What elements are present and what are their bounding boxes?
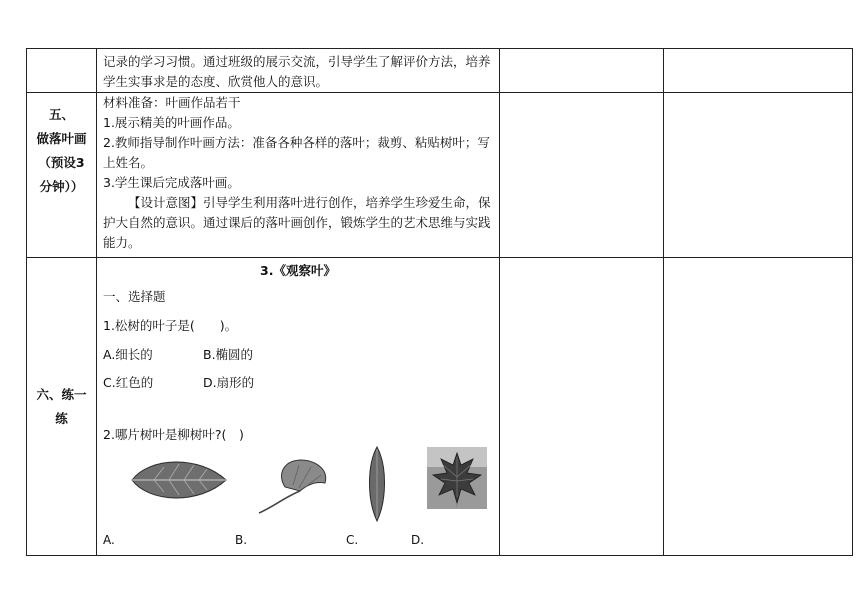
table-row <box>27 258 853 556</box>
body-paragraph: 记录的学习习惯。通过班级的展示交流，引导学生了解评价方法，培养学生实事求是的态度、欣赏他人的意识。 <box>103 54 491 89</box>
leaf-label-d: D. <box>411 533 425 547</box>
empty-cell <box>664 258 853 556</box>
options-row <box>97 373 499 393</box>
empty-cell <box>500 93 664 258</box>
materials-line: 材料准备：叶画作品若干 <box>103 95 241 110</box>
step-line: 1.展示精美的叶画作品。 <box>103 115 240 130</box>
leaf-label-b: B. <box>235 533 248 547</box>
content-cell <box>97 49 500 93</box>
options-row <box>97 345 499 365</box>
empty-cell <box>664 93 853 258</box>
design-intent: 【设计意图】引导学生利用落叶进行创作，培养学生珍爱生命，保护大自然的意识。通过课后的落叶画创作，锻炼学生的艺术思维与实践能力。 <box>103 195 491 250</box>
step-line: 3.学生课后完成落叶画。 <box>103 175 240 190</box>
section-cell <box>27 93 97 258</box>
quiz-part: 一、选择题 <box>103 289 166 304</box>
section-time-cont: 分钟）） <box>39 179 84 194</box>
section-title: 做落叶画 <box>36 131 87 146</box>
content-lines <box>97 93 499 253</box>
ginkgo-leaf-icon <box>255 457 335 517</box>
table-row <box>27 49 853 93</box>
empty-cell <box>500 49 664 93</box>
option-b: B.椭圆的 <box>203 347 254 362</box>
question-1: 1.松树的叶子是( )。 <box>103 318 238 333</box>
content-cell <box>97 93 500 258</box>
leaf-label-c: C. <box>346 533 359 547</box>
quiz-title: 3.《观察叶》 <box>260 263 336 278</box>
section-number: 五、 <box>48 107 74 122</box>
section-cell <box>27 258 97 556</box>
content-cell <box>97 258 500 556</box>
leaf-choices <box>97 445 499 555</box>
maple-leaf-photo-icon <box>427 447 487 509</box>
section-heading <box>27 93 96 199</box>
section-heading <box>27 383 96 431</box>
section-cell <box>27 49 97 93</box>
empty-cell <box>500 258 664 556</box>
section-title-cont: 练 <box>55 410 68 426</box>
option-c: C.红色的 <box>103 375 154 390</box>
empty-cell <box>664 49 853 93</box>
ovate-leaf-icon <box>129 455 229 505</box>
willow-leaf-icon <box>365 445 389 523</box>
question-2: 2.哪片树叶是柳树叶?( ) <box>103 427 244 442</box>
option-d: D.扇形的 <box>203 375 255 390</box>
section-title: 六、练一 <box>36 386 87 402</box>
table-row <box>27 93 853 258</box>
option-a: A.细长的 <box>103 347 153 362</box>
lesson-plan-table <box>26 48 853 556</box>
step-line: 2.教师指导制作叶画方法：准备各种各样的落叶；裁剪、粘贴树叶；写上姓名。 <box>103 135 490 170</box>
leaf-label-a: A. <box>103 533 115 547</box>
section-time: （预设3 <box>38 155 85 170</box>
